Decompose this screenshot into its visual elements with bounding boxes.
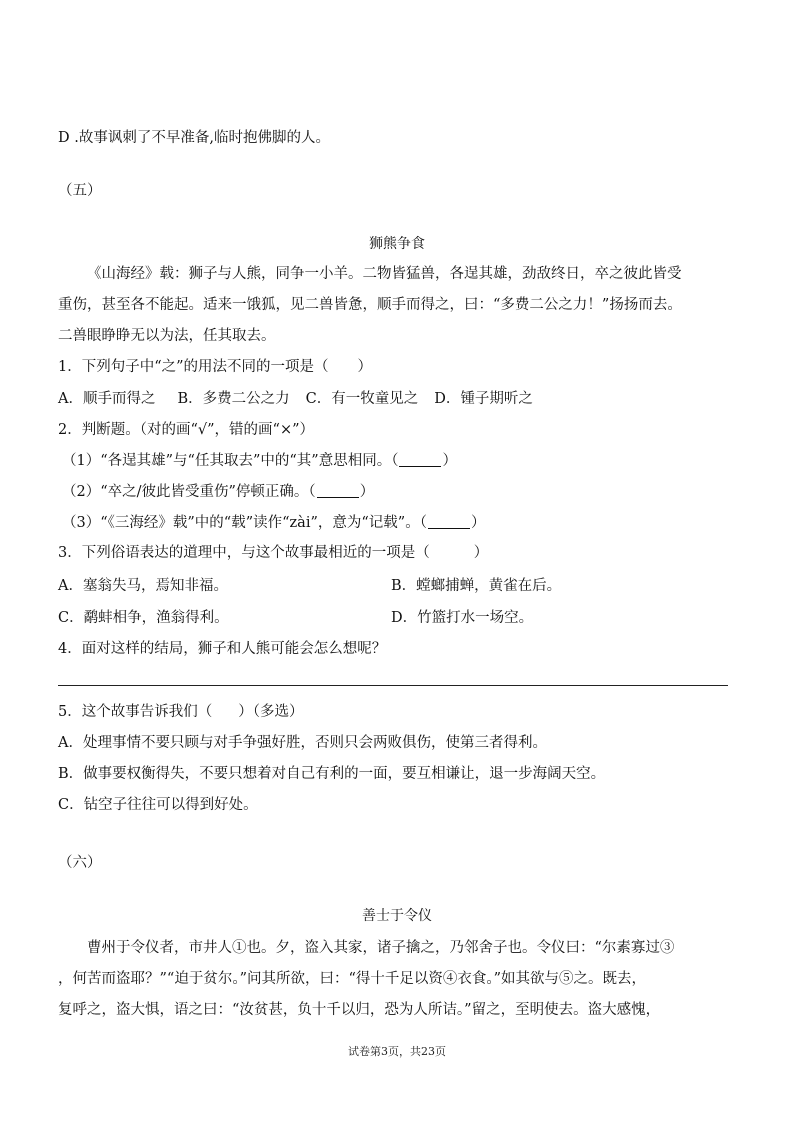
passage-line: 重伤，甚至各不能起。适来一饿狐，见二兽皆惫，顺手而得之，曰：“多费二公之力！”扬扬而去。 bbox=[58, 297, 682, 313]
question-2-stem: 2．判断题。（对的画“√”，错的画“×”） bbox=[58, 422, 315, 438]
q3-stem-text: 最相近的一项是（ bbox=[313, 545, 430, 561]
q5-stem-text: 5．这个故事告诉我们（ bbox=[58, 704, 213, 720]
passage-title-5: 狮熊争食 bbox=[369, 236, 425, 252]
q3-option-c: C．鹬蚌相争，渔翁得利。 bbox=[58, 610, 229, 626]
passage-6 bbox=[58, 933, 742, 1026]
page-footer: 试卷第3页，共23页 bbox=[348, 1045, 446, 1058]
option-d: D .故事讽刺了不早准备,临时抱佛脚的人。 bbox=[58, 130, 330, 146]
q3-option-d: D．竹篮打水一场空。 bbox=[391, 610, 534, 626]
question-2-item-3 bbox=[62, 513, 485, 533]
q3-stem-text: ） bbox=[473, 545, 489, 561]
close-paren: ） bbox=[442, 453, 457, 469]
question-2-item-2 bbox=[62, 482, 374, 502]
passage-line: 复呼之，盗大惧，语之曰：“汝贫甚，负十千以归，恐为人所诘。”留之，至明使去。盗大感愧， bbox=[58, 1002, 661, 1018]
close-paren: ） bbox=[359, 484, 375, 500]
section-label-6: （六） bbox=[58, 855, 102, 871]
question-3-options-row-1 bbox=[58, 576, 738, 596]
question-4-stem: 4．面对这样的结局，狮子和人熊可能会怎么想呢？ bbox=[58, 641, 387, 657]
answer-blank[interactable] bbox=[317, 483, 359, 498]
q1-option-d: D．锺子期听之 bbox=[434, 391, 533, 407]
question-2-item-1 bbox=[62, 451, 457, 471]
q1-option-b: B．多费二公之力 bbox=[177, 391, 290, 407]
q1-option-c: C．有一牧童见之 bbox=[305, 391, 419, 407]
q5-stem-text: ）（多选） bbox=[238, 704, 304, 720]
passage-line: 二兽眼睁睁无以为法，任其取去。 bbox=[58, 328, 276, 344]
section-label-5: （五） bbox=[58, 183, 102, 199]
q2-item-text: （2）“卒之/彼此皆受重伤”停顿正确。（ bbox=[62, 484, 316, 500]
q5-option-a: A．处理事情不要只顾与对手争强好胜，否则只会两败俱伤，使第三者得利。 bbox=[58, 735, 547, 751]
answer-blank[interactable] bbox=[399, 452, 441, 467]
q5-option-c: C．钻空子往往可以得到好处。 bbox=[58, 797, 258, 813]
question-3-options-row-2 bbox=[58, 608, 738, 628]
q5-option-b: B．做事要权衡得失，不要只想着对自己有利的一面，要互相谦让，退一步海阔天空。 bbox=[58, 766, 606, 782]
passage-5 bbox=[58, 259, 742, 352]
close-paren: ） bbox=[470, 515, 486, 531]
question-1-stem: 1．下列句子中“之”的用法不同的一项是（ ） bbox=[58, 359, 373, 375]
question-1-options bbox=[58, 389, 533, 409]
q1-option-a: A．顺手而得之 bbox=[58, 391, 156, 407]
passage-line: ，何苦而盗耶？”“迫于贫尔。”问其所欲，曰：“得十千足以资④衣食。”如其欲与⑤之。既去， bbox=[58, 971, 647, 987]
q3-stem-text: 3．下列俗语表达的道理中，与这个故事 bbox=[58, 545, 314, 561]
passage-title-6: 善士于令仪 bbox=[362, 908, 432, 924]
answer-line[interactable] bbox=[58, 685, 728, 686]
answer-blank[interactable] bbox=[428, 514, 470, 529]
q3-option-a: A．塞翁失马，焉知非福。 bbox=[58, 578, 228, 594]
q2-item-text: （3）“《三海经》载”中的“载”读作“zài”，意为“记载”。（ bbox=[62, 515, 427, 531]
question-3-stem bbox=[58, 543, 488, 563]
passage-line: 《山海经》载：狮子与人熊，同争一小羊。二物皆猛兽，各逞其雄，劲敌终日，卒之彼此皆受 bbox=[87, 266, 682, 282]
passage-line: 曹州于令仪者，市井人①也。夕，盗入其家，诸子擒之，乃邻舍子也。令仪曰：“尔素寡过③ bbox=[87, 940, 675, 956]
q2-item-text: （1）“各逞其雄”与“任其取去”中的“其”意思相同。（ bbox=[62, 453, 399, 469]
question-5-stem bbox=[58, 702, 303, 722]
q3-option-b: B．螳螂捕蝉，黄雀在后。 bbox=[391, 578, 562, 594]
